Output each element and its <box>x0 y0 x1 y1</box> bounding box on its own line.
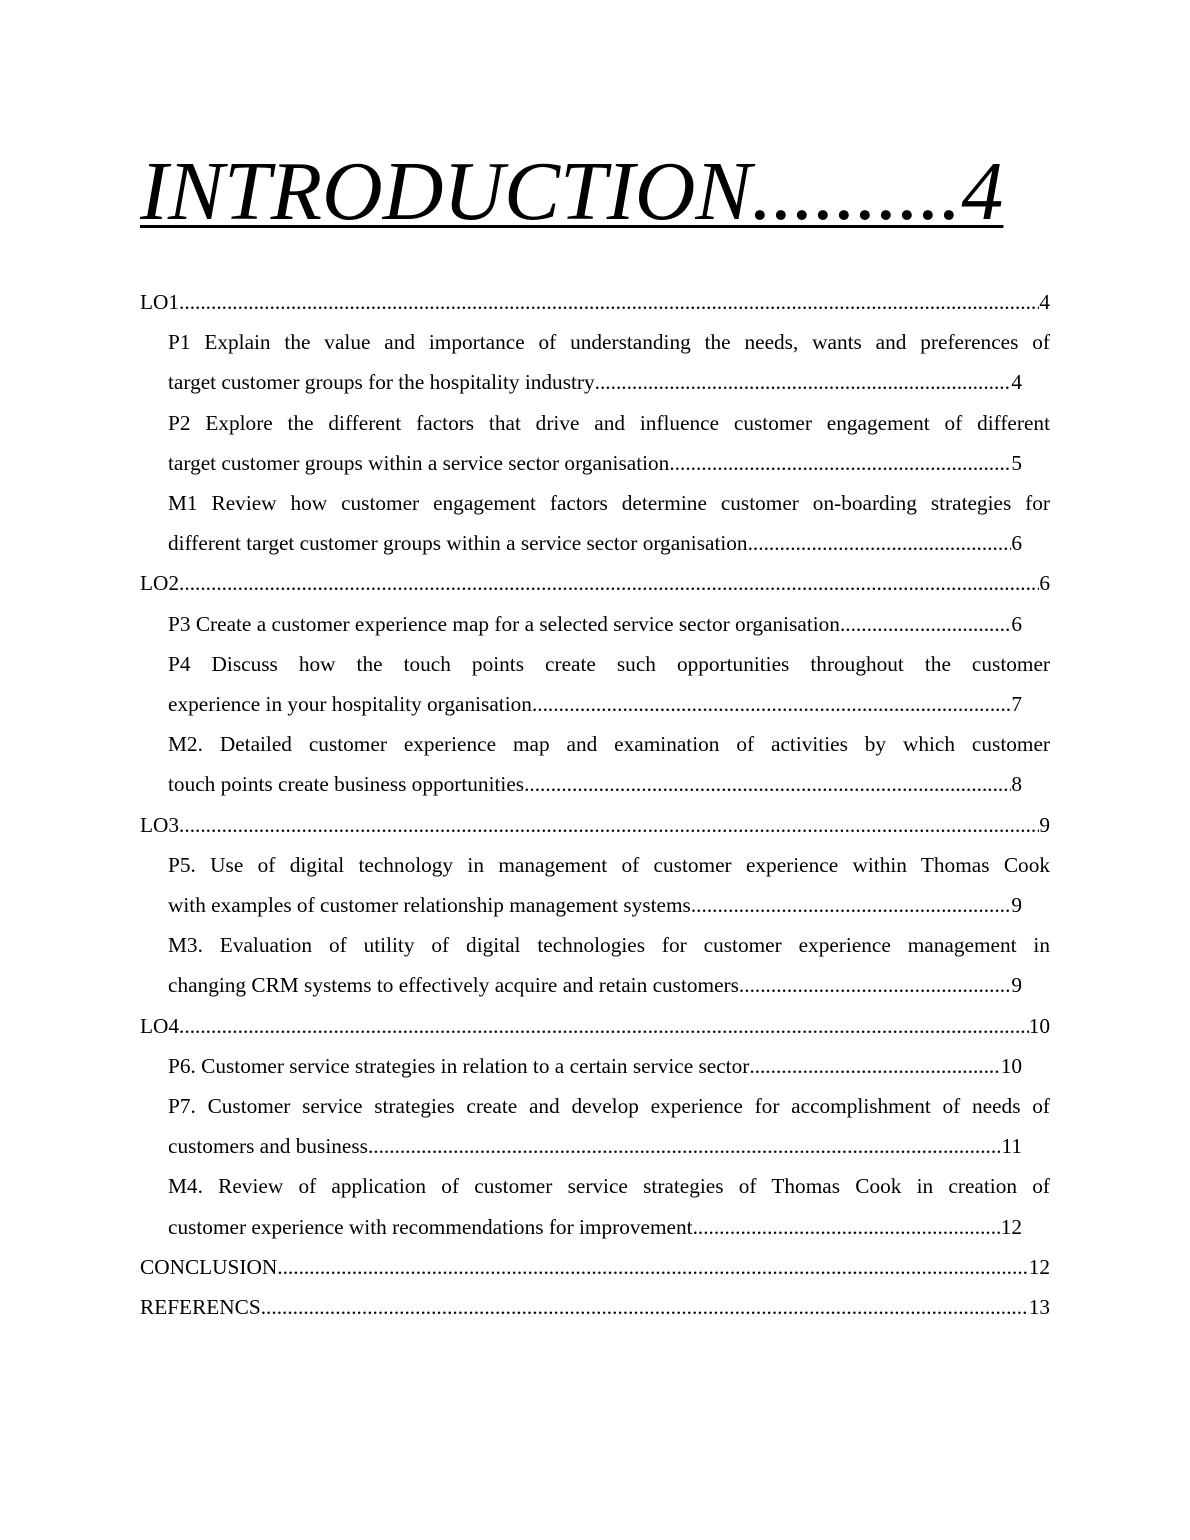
toc-page-number: 4 <box>1011 370 1022 395</box>
toc-entry-text: P3 Create a customer experience map for a selected service sector organisation <box>168 611 840 636</box>
dot-leader <box>693 1207 1001 1247</box>
toc-entry[interactable] <box>140 1287 1050 1327</box>
toc-entry-text: customer experience with recommendations for improvement <box>168 1214 693 1239</box>
dot-leader <box>179 1006 1029 1046</box>
toc-entry[interactable] <box>168 724 1050 804</box>
toc-entry[interactable] <box>168 925 1050 1005</box>
toc-entry-text: M4. Review of application of customer service strategies of Thomas Cook in creation of <box>168 1174 1050 1199</box>
toc-page-number: 6 <box>1039 571 1050 596</box>
toc-entry[interactable] <box>168 1086 1050 1166</box>
toc-entry-text: M3. Evaluation of utility of digital technologies for customer experience management in <box>168 933 1050 958</box>
toc-entry-text: customers and business <box>168 1134 368 1159</box>
toc-entry-text: P5. Use of digital technology in management of customer experience within Thomas Cook <box>168 852 1050 877</box>
toc-entry[interactable] <box>140 805 1050 845</box>
toc-page-number: 4 <box>1039 290 1050 314</box>
toc-entry-text: target customer groups for the hospitality industry <box>168 370 595 395</box>
toc-entry[interactable] <box>168 483 1050 563</box>
toc-page-number: 6 <box>1011 611 1022 636</box>
toc-entry-text: LO2 <box>140 571 180 596</box>
toc-entry-text: P2 Explore the different factors that drive and influence customer engagement of different <box>168 410 1050 435</box>
toc-entry[interactable] <box>168 1046 1050 1086</box>
toc-entry-text: target customer groups within a service sector organisation <box>168 450 670 475</box>
dot-leader <box>749 1046 1000 1086</box>
toc-page-number: 10 <box>1028 1013 1050 1038</box>
toc-page-number: 11 <box>1001 1134 1022 1159</box>
dot-leader <box>524 764 1011 804</box>
dot-leader <box>179 805 1039 845</box>
toc-entry[interactable] <box>140 282 1050 322</box>
dot-leader <box>368 1126 1002 1166</box>
toc-page-number: 10 <box>1000 1053 1022 1078</box>
dot-leader <box>840 604 1011 644</box>
toc-entry[interactable] <box>168 322 1050 402</box>
toc-entry-text: M2. Detailed customer experience map and examination of activities by which customer <box>168 732 1050 757</box>
dot-leader <box>748 523 1012 563</box>
toc-page-number: 5 <box>1011 450 1022 475</box>
toc-entry-text: different target customer groups within a service sector organisation <box>168 531 748 556</box>
toc-entry[interactable] <box>140 563 1050 603</box>
toc-entry-text: P6. Customer service strategies in relation to a certain service sector <box>168 1053 750 1078</box>
toc-entry-text: LO1 <box>140 290 180 314</box>
dot-leader <box>179 282 1039 322</box>
table-of-contents <box>140 282 1050 1327</box>
toc-page-number: 13 <box>1028 1295 1050 1320</box>
toc-entry-text: changing CRM systems to effectively acquire and retain customers <box>168 973 739 998</box>
toc-entry[interactable] <box>140 1006 1050 1046</box>
page-title: INTRODUCTION..........4 <box>140 145 1004 238</box>
dot-leader <box>179 563 1039 603</box>
toc-page-number: 12 <box>1028 1254 1050 1279</box>
toc-entry-text: CONCLUSION <box>140 1254 278 1279</box>
toc-entry-text: experience in your hospitality organisation <box>168 692 532 717</box>
toc-entry[interactable] <box>168 403 1050 483</box>
toc-entry[interactable] <box>168 1166 1050 1246</box>
toc-entry-text: REFERENCS <box>140 1295 261 1320</box>
toc-entry-text: LO4 <box>140 1013 180 1038</box>
dot-leader <box>532 684 1011 724</box>
toc-page-number: 9 <box>1039 812 1050 837</box>
toc-page-number: 6 <box>1011 531 1022 556</box>
toc-entry[interactable] <box>168 644 1050 724</box>
toc-entry-text: with examples of customer relationship management systems <box>168 893 691 918</box>
toc-page-number: 9 <box>1011 973 1022 998</box>
toc-entry-text: M1 Review how customer engagement factors determine customer on-boarding strategies for <box>168 491 1050 516</box>
dot-leader <box>691 885 1012 925</box>
toc-page-number: 7 <box>1011 692 1022 717</box>
toc-entry-text: P4 Discuss how the touch points create such opportunities throughout the customer <box>168 651 1050 676</box>
toc-entry[interactable] <box>140 1247 1050 1287</box>
dot-leader <box>739 965 1011 1005</box>
dot-leader <box>595 362 1012 402</box>
toc-entry-text: LO3 <box>140 812 180 837</box>
toc-entry-text: P7. Customer service strategies create and develop experience for accomplishment of needs of <box>168 1094 1050 1119</box>
toc-page-number: 9 <box>1011 893 1022 918</box>
toc-entry[interactable] <box>168 845 1050 925</box>
toc-page-number: 12 <box>1000 1214 1022 1239</box>
toc-entry-text: touch points create business opportunities <box>168 772 525 797</box>
dot-leader <box>277 1247 1028 1287</box>
dot-leader <box>261 1287 1029 1327</box>
dot-leader <box>669 443 1011 483</box>
toc-entry[interactable] <box>168 604 1050 644</box>
toc-page-number: 8 <box>1011 772 1022 797</box>
toc-entry-text: P1 Explain the value and importance of understanding the needs, wants and preferences of <box>168 330 1050 355</box>
